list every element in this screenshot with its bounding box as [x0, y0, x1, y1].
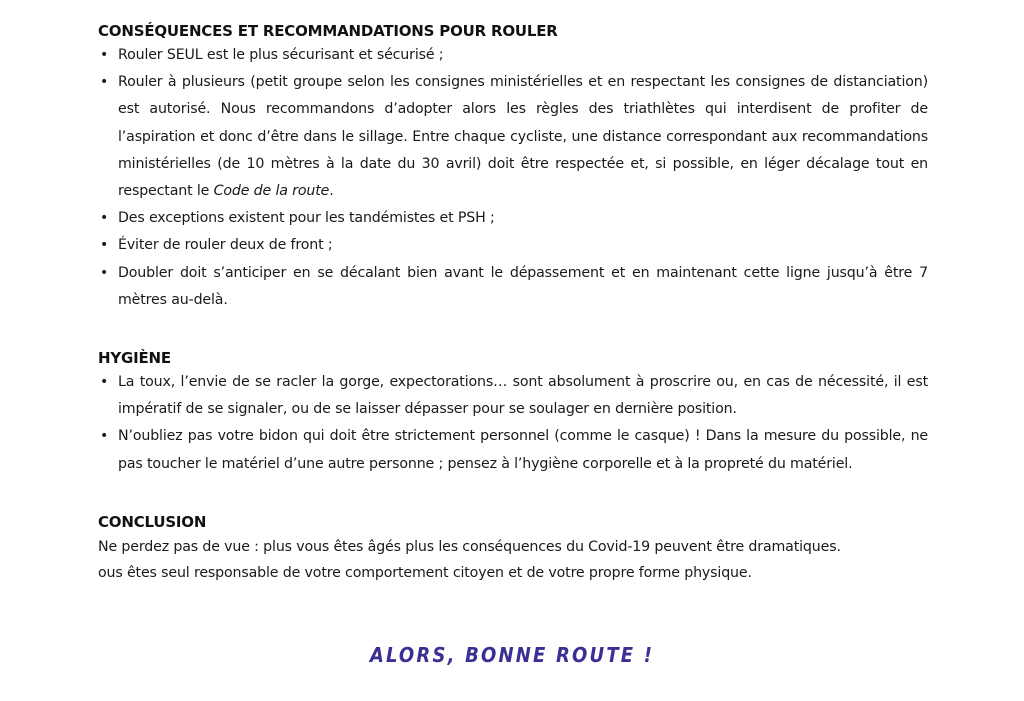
bullet-icon: • — [100, 210, 109, 227]
list-item: • Rouler SEUL est le plus sécurisant et sécurisé ; — [98, 42, 928, 69]
closing-slogan: ALORS, BONNE ROUTE ! — [369, 643, 655, 667]
bullet-icon: • — [100, 374, 109, 390]
recommendations-list — [98, 42, 928, 314]
list-item: • Rouler à plusieurs (petit groupe selon les consignes ministérielles et en respectant les consignes de distanciation) est autorisé. Nous recommandons d’adopter alors les règles des triathlètes qui interdisent de profiter de l’aspiration et donc d’être dans le sillage. Entre chaque cycliste, une distance correspondant aux recommandations ministérielles (de 10 mètres à la date du 30 avril) doit être respectée et, si possible, en léger décalage tout en respectant le Code de la route. — [98, 69, 928, 205]
section-recommendations — [98, 20, 928, 314]
conclusion-line: ous êtes seul responsable de votre comportement citoyen et de votre propre forme physique. — [98, 565, 752, 581]
list-item: • La toux, l’envie de se racler la gorge, expectorations… sont absolument à proscrire ou, en cas de nécessité, il est impératif de se signaler, ou de se laisser dépasser pour se soulager en dernière position. — [98, 369, 928, 423]
section-hygiene — [98, 347, 928, 478]
section-title-conclusion: CONCLUSION — [98, 513, 207, 531]
conclusion-line: Ne perdez pas de vue : plus vous êtes âgés plus les conséquences du Covid-19 peuvent être dramatiques. — [98, 539, 841, 555]
hygiene-list — [98, 369, 928, 478]
bullet-icon: • — [100, 428, 109, 445]
bullet-icon: • — [100, 237, 109, 254]
bullet-icon: • — [100, 74, 109, 91]
section-conclusion — [98, 511, 841, 587]
section-title-hygiene: HYGIÈNE — [98, 349, 171, 367]
list-item: • Des exceptions existent pour les tandémistes et PSH ; — [98, 205, 928, 232]
bullet-icon: • — [100, 264, 109, 281]
list-item: • Doubler doit s’anticiper en se décalant bien avant le dépassement et en maintenant cette ligne jusqu’à être 7 mètres au-delà. — [98, 260, 928, 314]
list-item: • Éviter de rouler deux de front ; — [98, 232, 928, 259]
section-title-recommendations: CONSÉQUENCES ET RECOMMANDATIONS POUR ROULER — [98, 22, 558, 40]
bullet-icon: • — [100, 47, 109, 63]
list-item: • N’oubliez pas votre bidon qui doit être strictement personnel (comme le casque) ! Dans la mesure du possible, ne pas toucher le matériel d’une autre personne ; pensez à l’hygiène corporelle et à la propreté du matériel. — [98, 423, 928, 477]
italic-reference: Code de la route — [213, 183, 330, 200]
